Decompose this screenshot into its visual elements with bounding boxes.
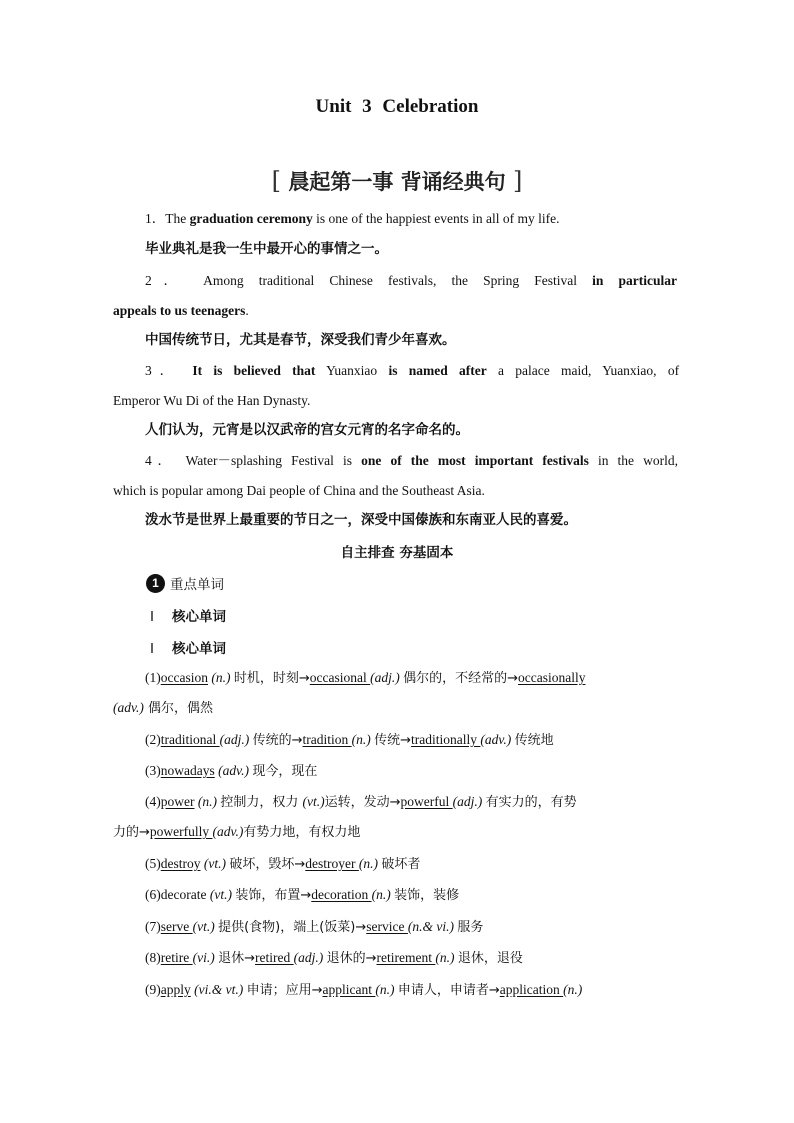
sentence-3-en-line2: Emperor Wu Di of the Han Dynasty.: [113, 393, 311, 408]
sentence-2-en-line1: 2． Among traditional Chinese festivals, the Spring Festival in particular: [145, 273, 678, 288]
banner-open-bracket: [: [271, 167, 282, 195]
sentence-1-en: 1．The graduation ceremony is one of the happiest events in all of my life.: [145, 211, 560, 226]
sentence-2-en-line2: appeals to us teenagers.: [113, 303, 249, 318]
vocab-item-4-cont: 力的→powerfully (adv.)有势力地，有权力地: [113, 824, 361, 840]
sentence-1-cn: 毕业典礼是我一生中最开心的事情之一。: [145, 241, 388, 257]
vocab-item-4: (4)power (n.) 控制力，权力 (vt.)运转，发动→powerful (adj.) 有实力的，有势: [145, 794, 577, 810]
vocab-item-9: (9)apply (vi.& vt.) 申请；应用→applicant (n.) 申请人，申请者→application (n.): [145, 982, 583, 998]
sentence-4-cn: 泼水节是世界上最重要的节日之一，深受中国傣族和东南亚人民的喜爱。: [145, 512, 577, 528]
banner-close-bracket: ]: [512, 167, 523, 195]
banner-text: 晨起第一事 背诵经典句: [288, 169, 506, 194]
page-title: Unit 3 Celebration: [315, 96, 479, 117]
vocab-item-6: (6)decorate (vt.) 装饰，布置→decoration (n.) 装饰，装修: [145, 887, 460, 903]
vocab-item-5: (5)destroy (vt.) 破坏，毁坏→destroyer (n.) 破坏者: [145, 856, 421, 872]
vocab-item-7: (7)serve (vt.) 提供(食物)，端上(饭菜)→service (n.& vi.) 服务: [145, 919, 484, 935]
sentence-4-en-line2: which is popular among Dai people of China and the Southeast Asia.: [113, 483, 485, 498]
roman-heading-1: Ⅰ 核心单词: [150, 609, 226, 625]
subsection-badge-row: [146, 573, 224, 593]
vocab-item-1: (1)occasion (n.) 时机，时刻→occasional (adj.) 偶尔的，不经常的→occasionally: [145, 670, 586, 686]
sentence-3-cn: 人们认为，元宵是以汉武帝的宫女元宵的名字命名的。: [145, 422, 469, 438]
subsection-label: 重点单词: [170, 577, 224, 593]
sentence-3-en-line1: 3． It is believed that Yuanxiao is named after a palace maid, Yuanxiao, of: [145, 363, 680, 378]
sentence-4-en-line1: 4． Water－splashing Festival is one of the most important festivals in the world,: [145, 453, 679, 468]
vocab-item-2: (2)traditional (adj.) 传统的→tradition (n.) 传统→traditionally (adv.) 传统地: [145, 732, 554, 748]
section-banner: [0, 166, 794, 196]
section-heading: 自主排查 夯基固本: [340, 545, 454, 561]
vocab-item-1-cont: (adv.) 偶尔，偶然: [113, 700, 213, 716]
vocab-item-8: (8)retire (vi.) 退休→retired (adj.) 退休的→retirement (n.) 退休，退役: [145, 950, 523, 966]
roman-heading-2: Ⅰ 核心单词: [150, 641, 226, 657]
number-circle-icon: 1: [146, 574, 165, 593]
sentence-2-cn: 中国传统节日，尤其是春节，深受我们青少年喜欢。: [145, 332, 456, 348]
vocab-item-3: (3)nowadays (adv.) 现今，现在: [145, 763, 318, 779]
